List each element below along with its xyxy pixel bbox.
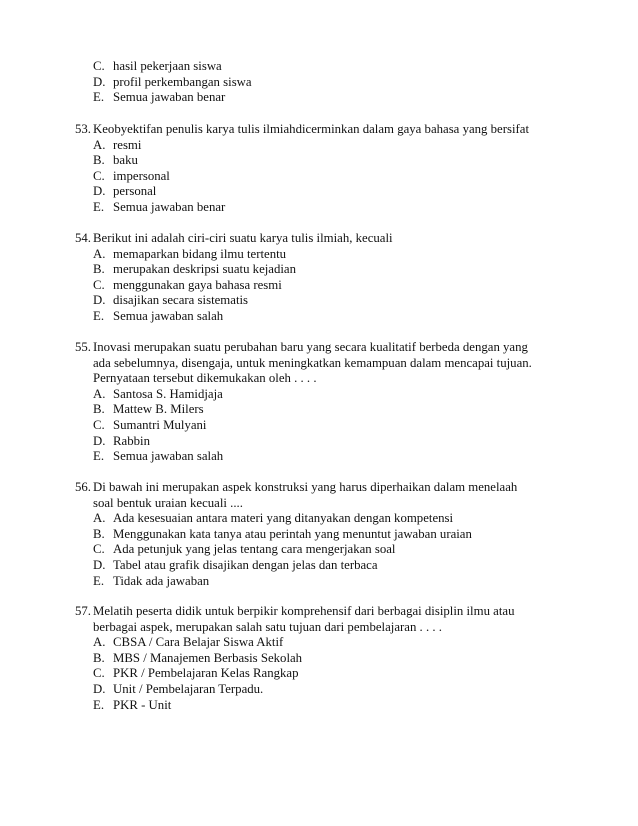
option-text: memaparkan bidang ilmu tertentu — [113, 246, 287, 261]
option-letter: E. — [93, 308, 105, 323]
question-number: 54. — [75, 231, 91, 245]
option-text: menggunakan gaya bahasa resmi — [113, 277, 282, 292]
option-letter: C. — [93, 277, 105, 292]
option-letter: A. — [93, 635, 106, 650]
option — [75, 651, 595, 667]
option-letter: E. — [93, 90, 105, 105]
option — [75, 698, 595, 714]
option-letter: C. — [93, 417, 105, 432]
option-letter: A. — [93, 137, 106, 152]
option-text: CBSA / Cara Belajar Siswa Aktif — [113, 635, 284, 650]
option — [75, 558, 595, 574]
option-text: resmi — [113, 137, 142, 152]
option-text: hasil pekerjaan siswa — [113, 59, 222, 73]
option-text: disajikan secara sistematis — [113, 293, 249, 308]
question-text-line: Pernyataan tersebut dikemukakan oleh . . . . — [93, 371, 317, 386]
option — [75, 247, 595, 263]
question-number: 55. — [75, 340, 91, 354]
option — [75, 309, 595, 325]
option-text: baku — [113, 153, 138, 168]
question-text-line: ada sebelumnya, disengaja, untuk meningkatkan kemampuan dalam mencapai tujuan. — [93, 355, 532, 370]
option-text: Santosa S. Hamidjaja — [113, 386, 223, 401]
option-text: PKR / Pembelajaran Kelas Rangkap — [113, 666, 299, 681]
option-text: Rabbin — [113, 433, 150, 448]
option-letter: D. — [93, 74, 106, 89]
option-text: MBS / Manajemen Berbasis Sekolah — [113, 650, 303, 665]
option-letter: C. — [93, 168, 105, 183]
option-text: Unit / Pembelajaran Terpadu. — [113, 681, 264, 696]
option — [75, 434, 595, 450]
option-letter: D. — [93, 184, 106, 199]
option-letter: A. — [93, 511, 106, 526]
option — [93, 75, 252, 91]
question-text-line: Keobyektifan penulis karya tulis ilmiahdicerminkan dalam gaya bahasa yang bersifat — [93, 122, 530, 136]
option-letter: B. — [93, 650, 105, 665]
option — [93, 59, 252, 75]
question-text-line: Di bawah ini merupakan aspek konstruksi yang harus diperhaikan dalam menelaah — [93, 480, 518, 494]
option — [75, 138, 595, 154]
question-57 — [75, 604, 595, 713]
option-letter: C. — [93, 542, 105, 557]
option — [75, 262, 595, 278]
question-text-line: soal bentuk uraian kecuali .... — [93, 495, 243, 510]
question-text-line: berbagai aspek, merupakan salah satu tujuan dari pembelajaran . . . . — [93, 619, 442, 634]
option-text: PKR - Unit — [113, 697, 172, 712]
question-text-line: Melatih peserta didik untuk berpikir komprehensif dari berbagai disiplin ilmu atau — [93, 604, 515, 618]
option — [75, 278, 595, 294]
option-letter: D. — [93, 433, 106, 448]
option-text: Semua jawaban benar — [113, 90, 226, 105]
option — [75, 682, 595, 698]
option-letter: A. — [93, 246, 106, 261]
question-54 — [75, 231, 595, 325]
option — [75, 402, 595, 418]
option-letter: B. — [93, 262, 105, 277]
question-56 — [75, 480, 595, 589]
option — [75, 574, 595, 590]
option-text: personal — [113, 184, 157, 199]
option-text: profil perkembangan siswa — [113, 74, 252, 89]
question-number: 57. — [75, 604, 91, 618]
question-text-line: Berikut ini adalah ciri-ciri suatu karya tulis ilmiah, kecuali — [93, 231, 393, 245]
option-letter: E. — [93, 199, 105, 214]
option — [75, 153, 595, 169]
option — [75, 169, 595, 185]
option-text: Semua jawaban salah — [113, 308, 224, 323]
option-text: Tabel atau grafik disajikan dengan jelas dan terbaca — [113, 557, 378, 572]
option — [75, 527, 595, 543]
option-letter: C. — [93, 59, 105, 73]
option-letter: B. — [93, 402, 105, 417]
option-letter: C. — [93, 666, 105, 681]
option-letter: E. — [93, 697, 105, 712]
option-text: Semua jawaban benar — [113, 199, 226, 214]
option — [75, 449, 595, 465]
option-text: impersonal — [113, 168, 170, 183]
option-text: Sumantri Mulyani — [113, 417, 207, 432]
option-text: Mattew B. Milers — [113, 402, 204, 417]
option-letter: B. — [93, 526, 105, 541]
carryover-options — [93, 59, 252, 106]
option-text: Semua jawaban salah — [113, 449, 224, 464]
question-text-line: Inovasi merupakan suatu perubahan baru yang secara kualitatif berbeda dengan yang — [93, 340, 528, 354]
option-letter: E. — [93, 573, 105, 588]
option-letter: D. — [93, 681, 106, 696]
option-text: Menggunakan kata tanya atau perintah yang menuntut jawaban uraian — [113, 526, 472, 541]
option — [75, 542, 595, 558]
option-letter: D. — [93, 557, 106, 572]
option-text: Ada petunjuk yang jelas tentang cara mengerjakan soal — [113, 542, 396, 557]
option — [93, 90, 252, 106]
option-text: Ada kesesuaian antara materi yang ditanyakan dengan kompetensi — [113, 511, 454, 526]
option — [75, 387, 595, 403]
question-number: 53. — [75, 122, 91, 136]
option-letter: A. — [93, 386, 106, 401]
option — [75, 184, 595, 200]
option — [75, 293, 595, 309]
option — [75, 666, 595, 682]
question-number: 56. — [75, 480, 91, 494]
option — [75, 200, 595, 216]
option-letter: E. — [93, 449, 105, 464]
option — [75, 511, 595, 527]
question-53 — [75, 122, 595, 216]
question-55 — [75, 340, 595, 465]
option-letter: B. — [93, 153, 105, 168]
option-letter: D. — [93, 293, 106, 308]
option — [75, 635, 595, 651]
option-text: merupakan deskripsi suatu kejadian — [113, 262, 297, 277]
option — [75, 418, 595, 434]
option-text: Tidak ada jawaban — [113, 573, 210, 588]
